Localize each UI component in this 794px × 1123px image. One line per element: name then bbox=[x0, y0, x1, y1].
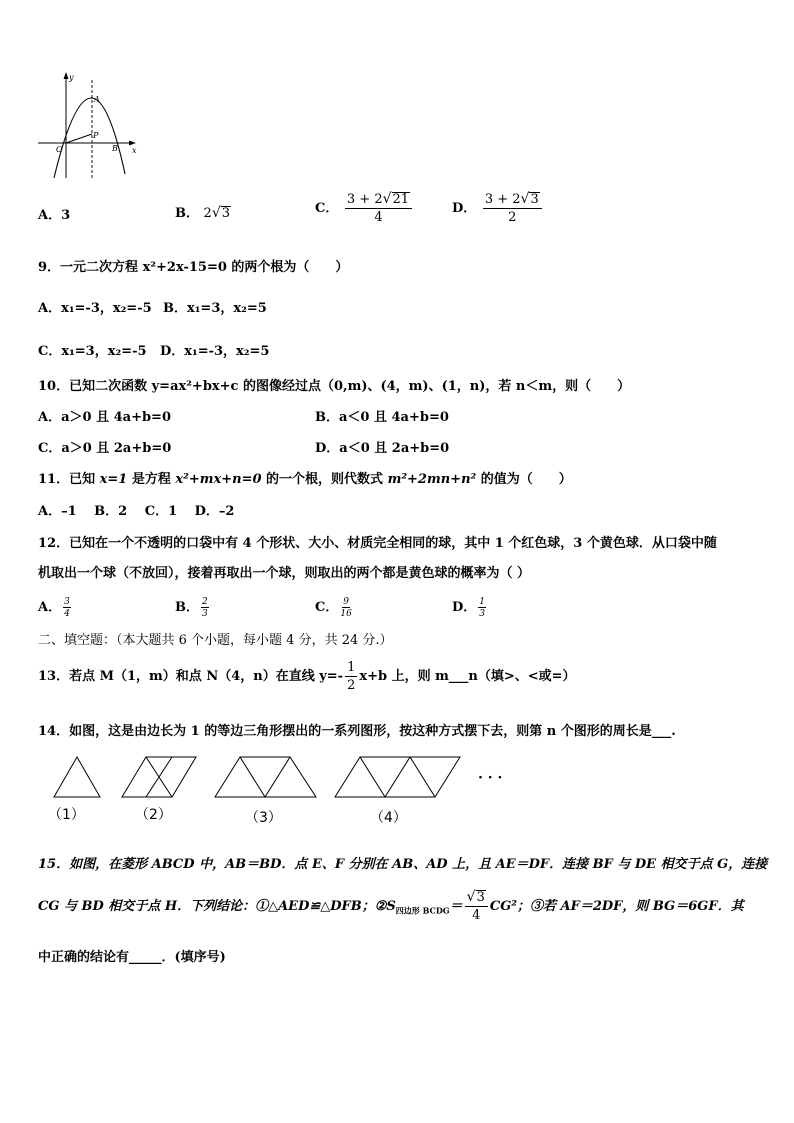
q9-option-d: D．x₁=-3，x₂=5 bbox=[160, 344, 270, 359]
ellipsis: · · · bbox=[478, 770, 503, 786]
q8-option-c: C． 3 + 2 √ 21 4 bbox=[315, 192, 414, 225]
triangle-figure-3 bbox=[215, 757, 316, 797]
label-A: A bbox=[94, 95, 100, 104]
q12-option-a: A． $\frac{3}{4}$ bbox=[38, 596, 70, 619]
segment-OP bbox=[66, 134, 92, 143]
fraction: 3 + 2 √ 21 4 bbox=[345, 192, 412, 225]
q12-stem-line1: 12．已知在一个不透明的口袋中有 4 个形状、大小、材质完全相同的球，其中 1 个红色球，3 个黄色球．从口袋中随 bbox=[38, 536, 717, 551]
figure-label-1: （1） bbox=[48, 807, 85, 823]
q9-option-c: C．x₁=3，x₂=-5 bbox=[38, 344, 147, 359]
q14-stem: 14．如图，这是由边长为 1 的等边三角形摆出的一系列图形，按这种方式摆下去，则第 n 个图形的周长是___. bbox=[38, 724, 676, 739]
q10-option-a: A．a＞0 且 4a+b=0 bbox=[38, 410, 171, 425]
q10-option-d: D．a＜0 且 2a+b=0 bbox=[315, 441, 450, 456]
label-B: B bbox=[112, 144, 118, 153]
q8-option-b: B． 2 √ 3 bbox=[175, 205, 231, 221]
q9-option-b: B．x₁=3，x₂=5 bbox=[163, 301, 267, 316]
q12-stem-line2: 机取出一个球（不放回），接着再取出一个球，则取出的两个都是黄色球的概率为（ ） bbox=[38, 566, 531, 581]
y-axis-arrow bbox=[64, 72, 69, 79]
q10-option-b: B．a＜0 且 4a+b=0 bbox=[315, 410, 449, 425]
q11-options: A．–1 B．2 C．1 D．–2 bbox=[38, 504, 235, 519]
triangle-sequence-figure bbox=[50, 753, 520, 803]
parabola-figure bbox=[30, 70, 145, 182]
section-title: 二、填空题：（本大题共 6 个小题，每小题 4 分，共 24 分.） bbox=[38, 633, 393, 648]
q10-option-c: C．a＞0 且 2a+b=0 bbox=[38, 441, 172, 456]
q8-option-a: A．3 bbox=[38, 208, 71, 223]
figure-label-4: （4） bbox=[370, 810, 407, 826]
q13-stem: 13．若点 M（1，m）和点 N（4，n）在直线 y=- $\frac{1}{2}$ x+b 上，则 m___n（填>、<或=） bbox=[38, 660, 576, 693]
triangle-figure-1 bbox=[54, 757, 100, 797]
q12-option-b: B． $\frac{2}{3}$ bbox=[175, 596, 208, 619]
label-y: y bbox=[69, 73, 74, 82]
sqrt: √ 3 bbox=[211, 205, 231, 221]
q10-stem: 10．已知二次函数 y=ax²+bx+c 的图像经过点（0,m)、(4，m)、(1，n)，若 n＜m，则（ ） bbox=[38, 379, 631, 394]
parabola-curve bbox=[54, 98, 125, 178]
figure-label-3: （3） bbox=[245, 810, 282, 826]
q12-option-d: D． $\frac{1}{3}$ bbox=[452, 596, 486, 619]
q9-stem: 9．一元二次方程 x²+2x-15=0 的两个根为（ ） bbox=[38, 260, 349, 275]
q9-option-a: A．x₁=-3，x₂=-5 bbox=[38, 301, 152, 316]
q15-line2: CG 与 BD 相交于点 H．下列结论：①△AED≌△DFB；$②S_{四边形 BCDG}=$ √ 3 4 CG²；③若 AF＝2DF，则 BG＝6GF．其 bbox=[38, 889, 744, 924]
label-x: x bbox=[132, 146, 137, 155]
q15-line3: 中正确的结论有_____．(填序号) bbox=[38, 950, 226, 965]
q12-option-c: C． $\frac{9}{16}$ bbox=[315, 596, 352, 619]
label-O: O bbox=[56, 145, 63, 154]
fraction: 3 + 2 √ 3 2 bbox=[483, 192, 542, 225]
figure-label-2: （2） bbox=[135, 807, 172, 823]
q11-stem: 11．已知 x=1 是方程 x²+mx+n=0 的一个根，则代数式 m²+2mn+n² 的值为（ ） bbox=[38, 472, 572, 487]
q15-line1: 15．如图，在菱形 ABCD 中，AB＝BD．点 E、F 分别在 AB、AD 上，且 AE＝DF．连接 BF 与 DE 相交于点 G，连接 bbox=[38, 857, 768, 872]
x-axis-arrow bbox=[129, 141, 136, 146]
q8-option-d: D． 3 + 2 √ 3 2 bbox=[452, 192, 544, 225]
label-P: P bbox=[93, 131, 99, 140]
